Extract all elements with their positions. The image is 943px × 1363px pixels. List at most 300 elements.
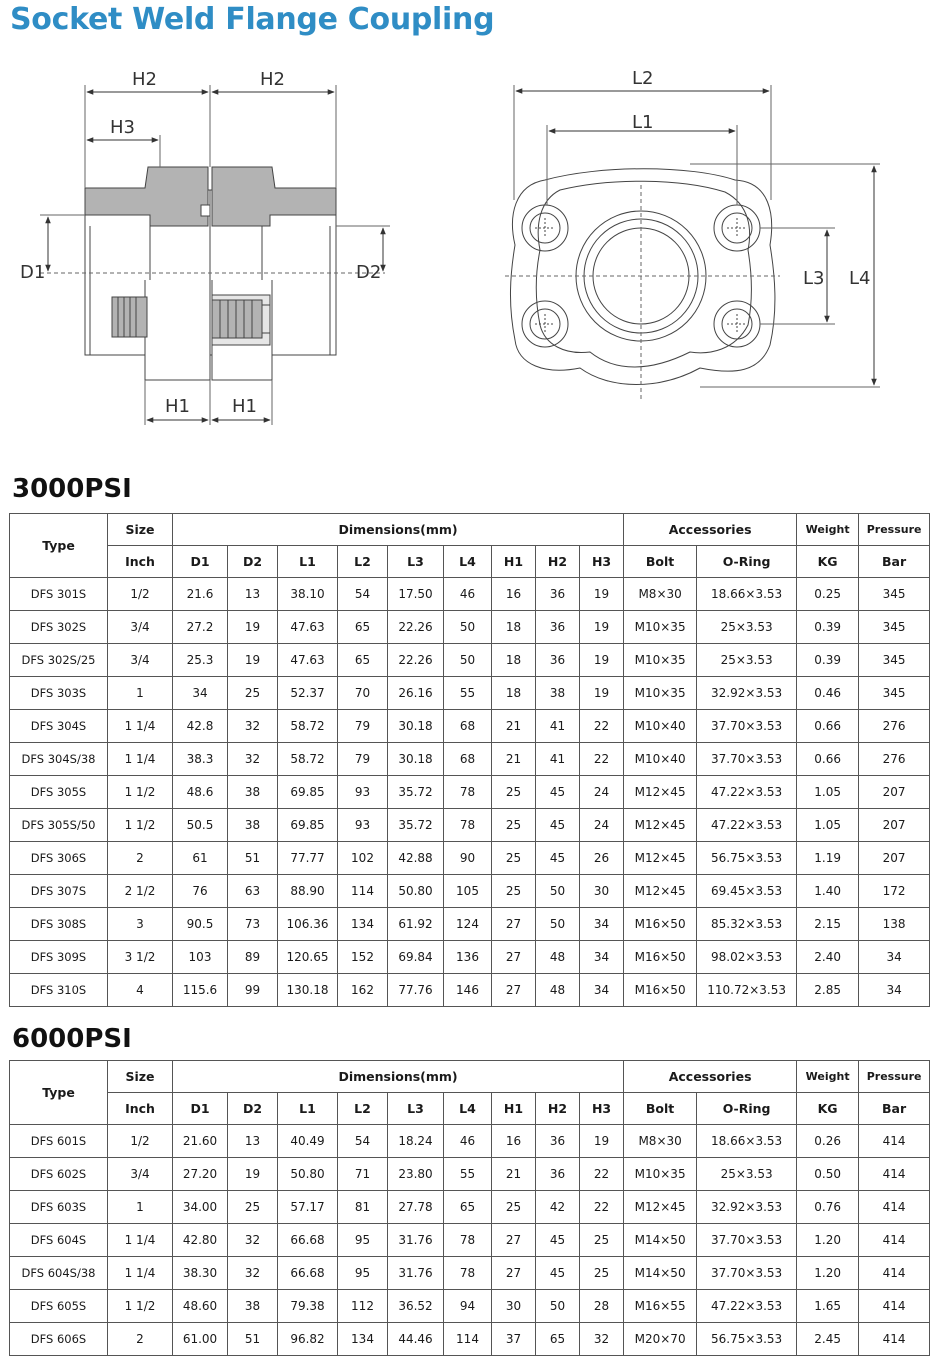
table-cell: 27 [492,1257,536,1290]
table-row [10,941,930,974]
table-cell: 1 [108,1191,173,1224]
table-cell: 69.84 [388,941,444,974]
section-title-3000psi: 3000PSI [12,474,132,504]
cell-type: DFS 601S [10,1125,108,1158]
table-cell: 19 [228,611,278,644]
table-cell: 93 [338,776,388,809]
header-bar: Bar [859,546,930,578]
table-cell: 1.40 [797,875,859,908]
table-cell: 345 [859,611,930,644]
table-cell: 36.52 [388,1290,444,1323]
table-cell: M10×35 [624,611,697,644]
table-cell: 76 [173,875,228,908]
table-cell: 1 1/2 [108,1290,173,1323]
table-cell: 105 [444,875,492,908]
table-cell: 55 [444,1158,492,1191]
table-cell: 22 [580,1158,624,1191]
label-l4: L4 [849,268,871,289]
table-cell: 46 [444,578,492,611]
header-bar: Bar [859,1093,930,1125]
table-cell: 21 [492,1158,536,1191]
header-bolt: Bolt [624,546,697,578]
table-cell: 30.18 [388,743,444,776]
table-cell: 1 1/2 [108,776,173,809]
table-cell: 115.6 [173,974,228,1007]
header-d2: D2 [228,546,278,578]
table-cell: 34 [580,908,624,941]
table-cell: M10×35 [624,677,697,710]
table-cell: 3 1/2 [108,941,173,974]
table-body-3000psi [10,578,930,1007]
label-h1-right: H1 [232,396,257,417]
side-section-view [40,85,390,425]
table-cell: 103 [173,941,228,974]
table-cell: 54 [338,578,388,611]
table-cell: 79 [338,710,388,743]
table-cell: 21.6 [173,578,228,611]
table-cell: 18.66×3.53 [697,1125,797,1158]
table-cell: 27.2 [173,611,228,644]
header-inch: Inch [108,1093,173,1125]
table-cell: 21 [492,710,536,743]
table-cell: 0.39 [797,644,859,677]
table-cell: 48.60 [173,1290,228,1323]
table-cell: 18.66×3.53 [697,578,797,611]
table-cell: 3 [108,908,173,941]
table-row [10,809,930,842]
label-h1-left: H1 [165,396,190,417]
table-cell: 78 [444,809,492,842]
table-cell: 3/4 [108,1158,173,1191]
table-cell: 1 [108,677,173,710]
table-cell: 30 [580,875,624,908]
header-d2: D2 [228,1093,278,1125]
table-cell: 1.19 [797,842,859,875]
table-row [10,677,930,710]
table-cell: 50 [444,611,492,644]
table-cell: 414 [859,1290,930,1323]
table-cell: 47.22×3.53 [697,1290,797,1323]
table-row [10,1125,930,1158]
table-cell: M16×50 [624,941,697,974]
header-dimensions: Dimensions(mm) [173,514,624,546]
table-cell: 38.3 [173,743,228,776]
table-cell: 13 [228,1125,278,1158]
table-cell: 136 [444,941,492,974]
table-cell: 37 [492,1323,536,1356]
table-cell: 35.72 [388,776,444,809]
table-cell: 45 [536,809,580,842]
header-accessories: Accessories [624,1061,797,1093]
table-cell: 45 [536,776,580,809]
table-cell: 30 [492,1290,536,1323]
table-cell: 69.85 [278,809,338,842]
table-cell: M12×45 [624,809,697,842]
table-cell: 21 [492,743,536,776]
table-cell: 38.10 [278,578,338,611]
table-cell: 19 [580,677,624,710]
cell-type: DFS 305S/50 [10,809,108,842]
spec-table-3000psi [9,513,930,1007]
table-cell: 73 [228,908,278,941]
table-row [10,611,930,644]
table-cell: 18.24 [388,1125,444,1158]
table-cell: 207 [859,809,930,842]
table-cell: 32.92×3.53 [697,1191,797,1224]
header-l1: L1 [278,546,338,578]
table-cell: 414 [859,1158,930,1191]
table-cell: 414 [859,1224,930,1257]
table-cell: 1.20 [797,1257,859,1290]
table-row [10,875,930,908]
table-cell: 27 [492,941,536,974]
header-l4: L4 [444,546,492,578]
table-cell: 16 [492,578,536,611]
table-cell: 16 [492,1125,536,1158]
table-cell: 56.75×3.53 [697,1323,797,1356]
table-cell: 58.72 [278,743,338,776]
table-cell: 50 [536,908,580,941]
table-cell: 2 1/2 [108,875,173,908]
cell-type: DFS 606S [10,1323,108,1356]
table-cell: 18 [492,677,536,710]
header-h1: H1 [492,546,536,578]
table-cell: 90 [444,842,492,875]
table-cell: 25 [580,1224,624,1257]
table-cell: 32 [228,1257,278,1290]
table-cell: 90.5 [173,908,228,941]
flange-face-view [505,85,880,400]
header-oring: O-Ring [697,546,797,578]
table-cell: 55 [444,677,492,710]
table-row [10,1224,930,1257]
table-cell: 50 [444,644,492,677]
table-cell: 414 [859,1257,930,1290]
table-cell: 65 [338,644,388,677]
table-cell: 19 [228,644,278,677]
cell-type: DFS 605S [10,1290,108,1323]
table-cell: 32 [228,1224,278,1257]
table-cell: 25 [228,677,278,710]
table-cell: 31.76 [388,1257,444,1290]
table-cell: 0.66 [797,710,859,743]
header-bolt: Bolt [624,1093,697,1125]
header-l3: L3 [388,1093,444,1125]
table-cell: 36 [536,1158,580,1191]
label-h2-right: H2 [260,69,285,90]
table-cell: 1 1/4 [108,1224,173,1257]
table-cell: 0.66 [797,743,859,776]
header-l2: L2 [338,1093,388,1125]
table-cell: 25 [492,776,536,809]
table-cell: 414 [859,1125,930,1158]
table-cell: 1 1/2 [108,809,173,842]
label-h3: H3 [110,117,135,138]
table-cell: 36 [536,611,580,644]
table-cell: 134 [338,1323,388,1356]
table-cell: 38.30 [173,1257,228,1290]
table-cell: 114 [338,875,388,908]
table-cell: 98.02×3.53 [697,941,797,974]
table-cell: 34 [173,677,228,710]
table-cell: M10×40 [624,743,697,776]
table-cell: 19 [580,1125,624,1158]
table-cell: 56.75×3.53 [697,842,797,875]
cell-type: DFS 301S [10,578,108,611]
table-cell: 94 [444,1290,492,1323]
label-d2: D2 [356,262,382,283]
table-cell: 130.18 [278,974,338,1007]
header-inch: Inch [108,546,173,578]
table-cell: 37.70×3.53 [697,710,797,743]
table-cell: 79 [338,743,388,776]
table-cell: 112 [338,1290,388,1323]
table-cell: 38 [228,776,278,809]
label-l2: L2 [632,68,654,89]
table-cell: 207 [859,842,930,875]
table-cell: 0.50 [797,1158,859,1191]
table-cell: 1 1/4 [108,710,173,743]
header-d1: D1 [173,546,228,578]
cell-type: DFS 307S [10,875,108,908]
table-cell: 110.72×3.53 [697,974,797,1007]
table-cell: 1.05 [797,776,859,809]
table-row [10,743,930,776]
table-cell: M14×50 [624,1257,697,1290]
table-cell: 50 [536,1290,580,1323]
table-cell: 18 [492,611,536,644]
table-cell: 114 [444,1323,492,1356]
cell-type: DFS 308S [10,908,108,941]
label-d1: D1 [20,262,46,283]
table-cell: 78 [444,1257,492,1290]
label-l1: L1 [632,112,654,133]
table-cell: 93 [338,809,388,842]
table-cell: 77.76 [388,974,444,1007]
table-cell: 27.78 [388,1191,444,1224]
coupling-drawing [0,50,943,440]
table-cell: 1.05 [797,809,859,842]
label-h2-left: H2 [132,69,157,90]
table-cell: 0.25 [797,578,859,611]
table-cell: 38 [228,809,278,842]
table-cell: 50.80 [388,875,444,908]
header-h2: H2 [536,546,580,578]
table-cell: 25 [228,1191,278,1224]
header-h3: H3 [580,546,624,578]
table-cell: 172 [859,875,930,908]
header-size: Size [108,514,173,546]
table-cell: 52.37 [278,677,338,710]
table-cell: 13 [228,578,278,611]
header-h1: H1 [492,1093,536,1125]
table-cell: 1.20 [797,1224,859,1257]
table-cell: 89 [228,941,278,974]
table-cell: 28 [580,1290,624,1323]
table-cell: 31.76 [388,1224,444,1257]
table-cell: 414 [859,1191,930,1224]
label-l3: L3 [803,268,825,289]
cell-type: DFS 310S [10,974,108,1007]
table-cell: 69.45×3.53 [697,875,797,908]
table-cell: 22.26 [388,644,444,677]
cell-type: DFS 602S [10,1158,108,1191]
table-cell: 65 [444,1191,492,1224]
table-cell: 41 [536,743,580,776]
table-cell: 34.00 [173,1191,228,1224]
table-cell: 69.85 [278,776,338,809]
table-cell: 2.45 [797,1323,859,1356]
table-cell: 25 [492,809,536,842]
header-l2: L2 [338,546,388,578]
table-cell: 102 [338,842,388,875]
table-cell: 37.70×3.53 [697,743,797,776]
table-cell: 95 [338,1224,388,1257]
table-cell: 2.40 [797,941,859,974]
table-cell: 48.6 [173,776,228,809]
table-cell: 2.15 [797,908,859,941]
table-cell: 134 [338,908,388,941]
cell-type: DFS 304S [10,710,108,743]
header-pressure: Pressure [859,514,930,546]
table-cell: 27 [492,974,536,1007]
table-cell: 152 [338,941,388,974]
table-row [10,908,930,941]
table-cell: 25×3.53 [697,1158,797,1191]
table-cell: 34 [580,974,624,1007]
table-cell: 36 [536,578,580,611]
header-size: Size [108,1061,173,1093]
table-row [10,644,930,677]
header-weight: Weight [797,1061,859,1093]
table-cell: 47.63 [278,644,338,677]
table-cell: M12×45 [624,776,697,809]
table-cell: 24 [580,809,624,842]
table-cell: 61.00 [173,1323,228,1356]
header-dimensions: Dimensions(mm) [173,1061,624,1093]
table-cell: 1 1/4 [108,743,173,776]
table-cell: 138 [859,908,930,941]
section-title-6000psi: 6000PSI [12,1024,132,1054]
table-cell: 37.70×3.53 [697,1224,797,1257]
table-cell: 45 [536,1224,580,1257]
table-cell: 42.88 [388,842,444,875]
table-cell: M16×50 [624,974,697,1007]
cell-type: DFS 604S/38 [10,1257,108,1290]
table-cell: 79.38 [278,1290,338,1323]
table-cell: 34 [580,941,624,974]
table-cell: 1/2 [108,1125,173,1158]
table-row [10,776,930,809]
table-cell: 99 [228,974,278,1007]
table-cell: 25 [580,1257,624,1290]
cell-type: DFS 302S/25 [10,644,108,677]
table-row [10,974,930,1007]
header-type: Type [10,514,108,578]
table-cell: 414 [859,1323,930,1356]
table-cell: 1.65 [797,1290,859,1323]
table-cell: 81 [338,1191,388,1224]
table-cell: 63 [228,875,278,908]
spec-table-6000psi [9,1060,930,1356]
table-cell: 2 [108,842,173,875]
table-cell: 85.32×3.53 [697,908,797,941]
table-cell: 27.20 [173,1158,228,1191]
table-cell: 27 [492,1224,536,1257]
cell-type: DFS 603S [10,1191,108,1224]
header-l3: L3 [388,546,444,578]
table-cell: M16×55 [624,1290,697,1323]
table-cell: 19 [580,578,624,611]
table-cell: 42 [536,1191,580,1224]
header-kg: KG [797,1093,859,1125]
table-cell: 146 [444,974,492,1007]
table-cell: 25×3.53 [697,611,797,644]
table-cell: 2 [108,1323,173,1356]
table-row [10,1257,930,1290]
table-cell: 0.39 [797,611,859,644]
table-cell: 54 [338,1125,388,1158]
table-cell: 18 [492,644,536,677]
header-l1: L1 [278,1093,338,1125]
table-cell: 38 [228,1290,278,1323]
header-oring: O-Ring [697,1093,797,1125]
table-cell: 1/2 [108,578,173,611]
table-cell: 48 [536,974,580,1007]
table-cell: 25 [492,875,536,908]
table-cell: M8×30 [624,1125,697,1158]
cell-type: DFS 306S [10,842,108,875]
table-cell: 1 1/4 [108,1257,173,1290]
table-cell: 276 [859,743,930,776]
table-cell: 40.49 [278,1125,338,1158]
header-h3: H3 [580,1093,624,1125]
cell-type: DFS 309S [10,941,108,974]
header-d1: D1 [173,1093,228,1125]
table-cell: 46 [444,1125,492,1158]
table-cell: 51 [228,1323,278,1356]
table-cell: 66.68 [278,1224,338,1257]
table-cell: 65 [536,1323,580,1356]
table-cell: 22.26 [388,611,444,644]
table-cell: 71 [338,1158,388,1191]
table-cell: 25 [492,1191,536,1224]
table-cell: 27 [492,908,536,941]
table-cell: 120.65 [278,941,338,974]
table-cell: 45 [536,842,580,875]
table-cell: 25.3 [173,644,228,677]
table-cell: 19 [580,644,624,677]
table-cell: M10×40 [624,710,697,743]
table-row [10,1323,930,1356]
table-cell: 38 [536,677,580,710]
table-cell: 42.80 [173,1224,228,1257]
cell-type: DFS 303S [10,677,108,710]
table-body-6000psi [10,1125,930,1356]
table-cell: 65 [338,611,388,644]
table-cell: 32 [228,710,278,743]
table-cell: 345 [859,644,930,677]
table-row [10,578,930,611]
table-cell: 77.77 [278,842,338,875]
table-cell: 0.46 [797,677,859,710]
table-row [10,842,930,875]
table-cell: 25 [492,842,536,875]
table-cell: 22 [580,743,624,776]
table-cell: 36 [536,1125,580,1158]
table-cell: 68 [444,743,492,776]
table-cell: 61.92 [388,908,444,941]
